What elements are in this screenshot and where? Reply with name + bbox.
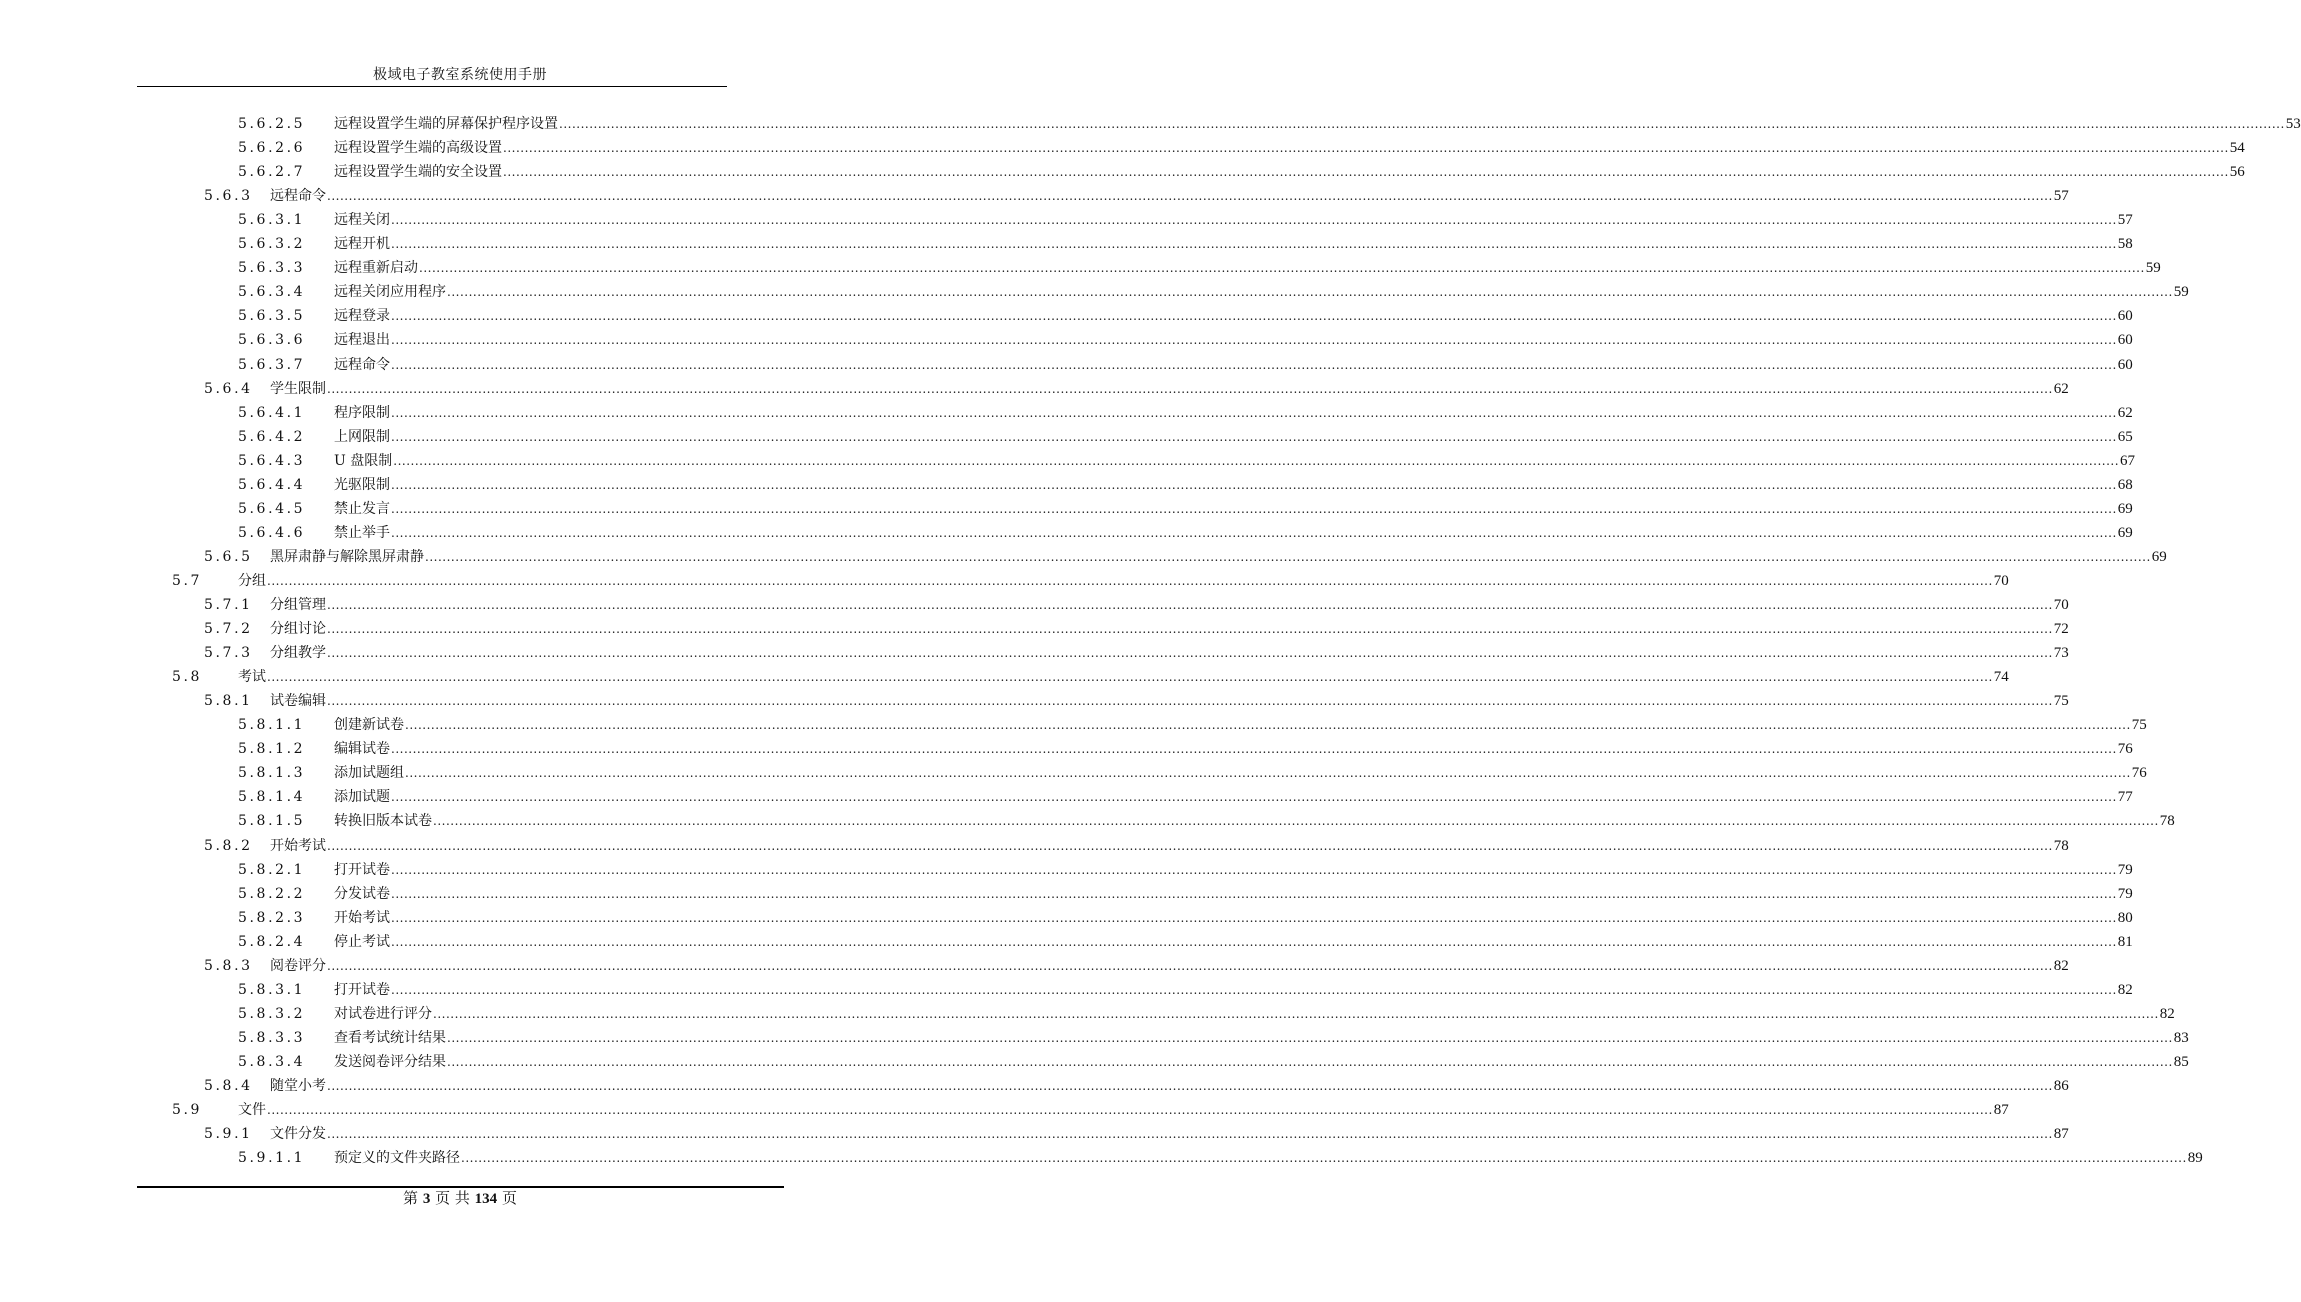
toc-entry-page: 69 bbox=[2117, 500, 2133, 517]
toc-entry-number: 5.8.2 bbox=[204, 837, 253, 854]
toc-entry[interactable] bbox=[0, 1050, 2189, 1074]
toc-entry-number: 5.8.1.2 bbox=[238, 741, 306, 758]
toc-entry-page: 62 bbox=[2053, 380, 2069, 397]
toc-entry[interactable] bbox=[0, 593, 2069, 617]
toc-entry-number: 5.6.4.4 bbox=[238, 476, 306, 493]
toc-entry-number: 5.6.3.1 bbox=[238, 212, 306, 229]
toc-dot-leader: ................................................................................................................................................................................................................................................................................................................................................................................................................ bbox=[433, 1006, 2159, 1021]
toc-entry-page: 73 bbox=[2053, 645, 2069, 662]
toc-entry[interactable] bbox=[0, 521, 2133, 545]
toc-dot-leader: ................................................................................................................................................................................................................................................................................................................................................................................................................ bbox=[327, 958, 2053, 973]
toc-entry-page: 70 bbox=[2053, 597, 2069, 613]
toc-entry-number: 5.6.3.6 bbox=[238, 332, 306, 349]
toc-entry-number: 5.8.2.2 bbox=[238, 885, 306, 902]
toc-entry-page: 60 bbox=[2117, 332, 2133, 349]
toc-dot-leader: ................................................................................................................................................................................................................................................................................................................................................................................................................ bbox=[391, 405, 2117, 420]
toc-entry-page: 72 bbox=[2053, 621, 2069, 638]
toc-dot-leader: ................................................................................................................................................................................................................................................................................................................................................................................................................ bbox=[327, 646, 2053, 661]
toc-dot-leader: ................................................................................................................................................................................................................................................................................................................................................................................................................ bbox=[391, 934, 2117, 949]
toc-entry-title: 分组讨论 bbox=[270, 621, 326, 638]
toc-dot-leader: ................................................................................................................................................................................................................................................................................................................................................................................................................ bbox=[391, 862, 2117, 877]
toc-entry-number: 5.6.2.7 bbox=[238, 164, 306, 181]
toc-entry[interactable] bbox=[0, 1026, 2189, 1050]
toc-entry-page: 58 bbox=[2117, 236, 2133, 253]
toc-entry-title: U 盘限制 bbox=[334, 452, 393, 469]
toc-entry-page: 59 bbox=[2173, 284, 2189, 301]
toc-dot-leader: ................................................................................................................................................................................................................................................................................................................................................................................................................ bbox=[327, 1079, 2053, 1093]
toc-entry[interactable] bbox=[0, 858, 2133, 882]
toc-entry[interactable] bbox=[0, 689, 2069, 713]
toc-entry[interactable] bbox=[0, 1122, 2069, 1146]
toc-entry-title: 试卷编辑 bbox=[270, 693, 326, 710]
toc-entry-page: 70 bbox=[1993, 572, 2009, 589]
toc-entry-title: 添加试题 bbox=[334, 789, 390, 806]
toc-entry[interactable] bbox=[0, 834, 2069, 858]
header-divider bbox=[137, 86, 727, 87]
toc-dot-leader: ................................................................................................................................................................................................................................................................................................................................................................................................................ bbox=[393, 453, 2120, 468]
toc-entry-page: 69 bbox=[2151, 548, 2167, 565]
toc-entry-number: 5.8.2.3 bbox=[238, 909, 306, 926]
toc-entry[interactable] bbox=[0, 930, 2133, 954]
toc-entry-page: 82 bbox=[2053, 957, 2069, 974]
toc-entry-title: 远程登录 bbox=[334, 308, 390, 325]
toc-dot-leader: ................................................................................................................................................................................................................................................................................................................................................................................................................ bbox=[267, 1103, 1993, 1118]
toc-entry[interactable] bbox=[0, 304, 2133, 328]
toc-entry[interactable] bbox=[0, 184, 2069, 208]
toc-entry[interactable] bbox=[0, 377, 2069, 401]
toc-entry[interactable] bbox=[0, 1074, 2069, 1098]
toc-entry-title: 编辑试卷 bbox=[334, 741, 390, 758]
toc-dot-leader: ................................................................................................................................................................................................................................................................................................................................................................................................................ bbox=[391, 886, 2117, 901]
toc-dot-leader: ................................................................................................................................................................................................................................................................................................................................................................................................................ bbox=[267, 670, 1993, 685]
toc-entry-number: 5.7 bbox=[172, 572, 203, 589]
toc-entry-number: 5.6.4.2 bbox=[238, 428, 306, 445]
toc-entry-page: 78 bbox=[2053, 837, 2069, 854]
toc-entry-page: 60 bbox=[2117, 356, 2133, 373]
toc-dot-leader: ................................................................................................................................................................................................................................................................................................................................................................................................................ bbox=[391, 501, 2117, 516]
toc-entry-number: 5.8.1 bbox=[204, 693, 253, 710]
toc-entry-page: 83 bbox=[2173, 1029, 2189, 1046]
toc-entry-number: 5.8.1.3 bbox=[238, 765, 306, 782]
footer-suffix: 页 bbox=[501, 1189, 517, 1207]
toc-entry[interactable] bbox=[0, 665, 2009, 689]
toc-entry-title: 远程关闭 bbox=[334, 212, 390, 229]
toc-entry-number: 5.6.4.5 bbox=[238, 500, 306, 517]
toc-entry-number: 5.6.3 bbox=[204, 188, 253, 205]
footer-total-pages: 134 bbox=[474, 1191, 498, 1207]
toc-entry-title: 远程设置学生端的高级设置 bbox=[334, 140, 502, 157]
toc-entry-title: 打开试卷 bbox=[334, 861, 390, 878]
toc-entry-page: 79 bbox=[2117, 885, 2133, 902]
toc-entry[interactable] bbox=[0, 809, 2175, 833]
toc-dot-leader: ................................................................................................................................................................................................................................................................................................................................................................................................................ bbox=[391, 213, 2117, 228]
toc-dot-leader: ................................................................................................................................................................................................................................................................................................................................................................................................................ bbox=[327, 838, 2053, 853]
toc-entry[interactable] bbox=[0, 353, 2133, 377]
toc-entry-number: 5.8.2.4 bbox=[238, 933, 306, 950]
toc-entry-page: 86 bbox=[2053, 1078, 2069, 1094]
toc-entry[interactable] bbox=[0, 160, 2245, 184]
toc-dot-leader: ................................................................................................................................................................................................................................................................................................................................................................................................................ bbox=[391, 357, 2117, 372]
toc-entry[interactable] bbox=[0, 545, 2167, 569]
toc-entry[interactable] bbox=[0, 280, 2189, 304]
toc-entry-page: 74 bbox=[1993, 669, 2009, 686]
toc-dot-leader: ................................................................................................................................................................................................................................................................................................................................................................................................................ bbox=[391, 309, 2117, 324]
toc-entry-number: 5.8.3.4 bbox=[238, 1053, 306, 1070]
toc-entry-page: 57 bbox=[2117, 212, 2133, 229]
toc-entry-number: 5.9.1.1 bbox=[238, 1150, 306, 1167]
toc-entry-page: 78 bbox=[2159, 813, 2175, 830]
toc-entry[interactable] bbox=[0, 449, 2136, 473]
toc-dot-leader: ................................................................................................................................................................................................................................................................................................................................................................................................................ bbox=[327, 694, 2053, 709]
toc-entry-title: 分组教学 bbox=[270, 645, 326, 662]
toc-entry-title: 黑屏肃静与解除黑屏肃静 bbox=[270, 548, 424, 565]
toc-entry[interactable] bbox=[0, 978, 2133, 1002]
toc-entry-title: 随堂小考 bbox=[270, 1078, 326, 1094]
toc-dot-leader: ................................................................................................................................................................................................................................................................................................................................................................................................................ bbox=[391, 333, 2117, 348]
toc-entry-page: 62 bbox=[2117, 404, 2133, 421]
toc-entry-title: 开始考试 bbox=[334, 909, 390, 926]
toc-entry-number: 5.8.1.1 bbox=[238, 717, 306, 734]
toc-entry-title: 转换旧版本试卷 bbox=[334, 813, 432, 830]
toc-dot-leader: ................................................................................................................................................................................................................................................................................................................................................................................................................ bbox=[391, 790, 2117, 805]
toc-entry-title: 开始考试 bbox=[270, 837, 326, 854]
toc-entry-title: 预定义的文件夹路径 bbox=[334, 1150, 460, 1167]
toc-dot-leader: ................................................................................................................................................................................................................................................................................................................................................................................................................ bbox=[419, 261, 2145, 276]
toc-dot-leader: ................................................................................................................................................................................................................................................................................................................................................................................................................ bbox=[391, 910, 2117, 925]
toc-entry-title: 远程退出 bbox=[334, 332, 390, 349]
toc-entry[interactable] bbox=[0, 737, 2133, 761]
toc-entry[interactable] bbox=[0, 954, 2069, 978]
toc-entry-number: 5.8.1.5 bbox=[238, 813, 306, 830]
toc-entry-title: 发送阅卷评分结果 bbox=[334, 1053, 446, 1070]
toc-entry-number: 5.6.3.3 bbox=[238, 260, 306, 277]
toc-entry-number: 5.8.3 bbox=[204, 957, 253, 974]
toc-entry-title: 打开试卷 bbox=[334, 981, 390, 998]
toc-entry-title: 禁止发言 bbox=[334, 500, 390, 517]
toc-entry-number: 5.6.3.2 bbox=[238, 236, 306, 253]
toc-dot-leader: ................................................................................................................................................................................................................................................................................................................................................................................................................ bbox=[327, 622, 2053, 637]
toc-entry-number: 5.6.3.5 bbox=[238, 308, 306, 325]
toc-entry-number: 5.8.4 bbox=[204, 1078, 253, 1094]
footer-prefix: 第 bbox=[403, 1189, 419, 1207]
toc-entry-page: 79 bbox=[2117, 861, 2133, 878]
toc-entry-page: 69 bbox=[2117, 524, 2133, 541]
toc-entry[interactable] bbox=[0, 569, 2009, 593]
toc-entry-title: 远程命令 bbox=[270, 188, 326, 205]
toc-entry-title: 上网限制 bbox=[334, 428, 390, 445]
toc-entry-number: 5.9.1 bbox=[204, 1126, 253, 1143]
toc-entry-title: 禁止举手 bbox=[334, 524, 390, 541]
toc-entry-number: 5.8.3.1 bbox=[238, 981, 306, 998]
toc-entry-page: 87 bbox=[2053, 1126, 2069, 1143]
toc-entry-number: 5.7.2 bbox=[204, 621, 253, 638]
toc-entry-page: 68 bbox=[2117, 476, 2133, 493]
toc-dot-leader: ................................................................................................................................................................................................................................................................................................................................................................................................................ bbox=[391, 982, 2117, 997]
toc-entry-title: 查看考试统计结果 bbox=[334, 1029, 446, 1046]
toc-entry-number: 5.6.3.7 bbox=[238, 356, 306, 373]
toc-entry-page: 53 bbox=[2285, 116, 2301, 132]
toc-entry[interactable] bbox=[0, 761, 2147, 785]
toc-dot-leader: ................................................................................................................................................................................................................................................................................................................................................................................................................ bbox=[503, 165, 2229, 180]
toc-entry-title: 光驱限制 bbox=[334, 476, 390, 493]
toc-dot-leader: ................................................................................................................................................................................................................................................................................................................................................................................................................ bbox=[327, 598, 2053, 612]
toc-dot-leader: ................................................................................................................................................................................................................................................................................................................................................................................................................ bbox=[559, 117, 2285, 131]
toc-entry[interactable] bbox=[0, 328, 2133, 352]
toc-dot-leader: ................................................................................................................................................................................................................................................................................................................................................................................................................ bbox=[503, 141, 2229, 156]
toc-entry[interactable] bbox=[0, 497, 2133, 521]
toc-entry[interactable] bbox=[0, 425, 2133, 449]
toc-entry-page: 54 bbox=[2229, 140, 2245, 157]
toc-entry-title: 阅卷评分 bbox=[270, 957, 326, 974]
toc-entry-page: 67 bbox=[2120, 452, 2136, 469]
toc-entry-title: 程序限制 bbox=[334, 404, 390, 421]
footer-middle: 页 共 bbox=[435, 1189, 470, 1207]
toc-entry-title: 学生限制 bbox=[270, 380, 326, 397]
toc-entry-number: 5.8 bbox=[172, 669, 203, 686]
toc-entry-title: 远程设置学生端的安全设置 bbox=[334, 164, 502, 181]
toc-dot-leader: ................................................................................................................................................................................................................................................................................................................................................................................................................ bbox=[391, 477, 2117, 492]
toc-entry-title: 考试 bbox=[238, 669, 266, 686]
toc-entry[interactable] bbox=[0, 401, 2133, 425]
page-footer bbox=[0, 1186, 920, 1211]
toc-entry[interactable] bbox=[0, 473, 2133, 497]
toc-entry-number: 5.6.4.1 bbox=[238, 404, 306, 421]
toc-entry-page: 56 bbox=[2229, 164, 2245, 181]
page-header-title: 极域电子教室系统使用手册 bbox=[373, 67, 547, 83]
toc-entry-title: 远程开机 bbox=[334, 236, 390, 253]
toc-entry-page: 81 bbox=[2117, 933, 2133, 950]
toc-entry[interactable] bbox=[0, 906, 2133, 930]
toc-entry-page: 89 bbox=[2187, 1150, 2203, 1167]
toc-entry-number: 5.8.3.3 bbox=[238, 1029, 306, 1046]
toc-entry-number: 5.8.1.4 bbox=[238, 789, 306, 806]
toc-entry-title: 远程关闭应用程序 bbox=[334, 284, 446, 301]
toc-dot-leader: ................................................................................................................................................................................................................................................................................................................................................................................................................ bbox=[461, 1151, 2187, 1166]
toc-entry-title: 远程命令 bbox=[334, 356, 390, 373]
toc-dot-leader: ................................................................................................................................................................................................................................................................................................................................................................................................................ bbox=[447, 285, 2173, 300]
toc-entry-page: 57 bbox=[2053, 188, 2069, 205]
toc-entry-number: 5.6.2.5 bbox=[238, 116, 306, 132]
toc-entry-page: 76 bbox=[2131, 765, 2147, 782]
toc-entry-page: 76 bbox=[2117, 741, 2133, 758]
toc-entry-page: 75 bbox=[2053, 693, 2069, 710]
toc-entry[interactable] bbox=[0, 785, 2133, 809]
toc-entry[interactable] bbox=[0, 112, 2301, 136]
toc-entry-title: 远程设置学生端的屏幕保护程序设置 bbox=[334, 116, 558, 132]
toc-entry[interactable] bbox=[0, 136, 2245, 160]
toc-entry-number: 5.6.4.3 bbox=[238, 452, 306, 469]
toc-entry-title: 分组 bbox=[238, 572, 266, 589]
toc-entry-title: 文件 bbox=[238, 1102, 266, 1119]
toc-dot-leader: ................................................................................................................................................................................................................................................................................................................................................................................................................ bbox=[405, 766, 2131, 781]
toc-dot-leader: ................................................................................................................................................................................................................................................................................................................................................................................................................ bbox=[425, 549, 2151, 564]
toc-entry-number: 5.6.4 bbox=[204, 380, 253, 397]
toc-entry-title: 文件分发 bbox=[270, 1126, 326, 1143]
toc-entry[interactable] bbox=[0, 1002, 2175, 1026]
toc-entry-title: 分组管理 bbox=[270, 597, 326, 613]
toc-dot-leader: ................................................................................................................................................................................................................................................................................................................................................................................................................ bbox=[391, 742, 2117, 757]
toc-entry-page: 85 bbox=[2173, 1053, 2189, 1070]
toc-entry-number: 5.7.1 bbox=[204, 597, 253, 613]
toc-entry-title: 对试卷进行评分 bbox=[334, 1005, 432, 1022]
toc-entry-page: 87 bbox=[1993, 1102, 2009, 1119]
toc-entry[interactable] bbox=[0, 256, 2161, 280]
toc-entry-number: 5.6.5 bbox=[204, 548, 253, 565]
toc-dot-leader: ................................................................................................................................................................................................................................................................................................................................................................................................................ bbox=[391, 429, 2117, 444]
toc-entry-page: 60 bbox=[2117, 308, 2133, 325]
toc-entry-title: 停止考试 bbox=[334, 933, 390, 950]
toc-entry-title: 创建新试卷 bbox=[334, 717, 404, 734]
toc-entry-page: 77 bbox=[2117, 789, 2133, 806]
toc-dot-leader: ................................................................................................................................................................................................................................................................................................................................................................................................................ bbox=[327, 381, 2053, 396]
toc-entry[interactable] bbox=[0, 232, 2133, 256]
toc-entry[interactable] bbox=[0, 208, 2133, 232]
toc-entry[interactable] bbox=[0, 641, 2069, 665]
toc-dot-leader: ................................................................................................................................................................................................................................................................................................................................................................................................................ bbox=[405, 718, 2131, 733]
toc-dot-leader: ................................................................................................................................................................................................................................................................................................................................................................................................................ bbox=[391, 525, 2117, 540]
toc-dot-leader: ................................................................................................................................................................................................................................................................................................................................................................................................................ bbox=[327, 1127, 2053, 1142]
toc-entry[interactable] bbox=[0, 1146, 2203, 1170]
toc-dot-leader: ................................................................................................................................................................................................................................................................................................................................................................................................................ bbox=[327, 189, 2053, 204]
footer-current-page: 3 bbox=[422, 1191, 431, 1207]
toc-dot-leader: ................................................................................................................................................................................................................................................................................................................................................................................................................ bbox=[433, 814, 2159, 829]
toc-entry-title: 远程重新启动 bbox=[334, 260, 418, 277]
toc-entry-number: 5.6.3.4 bbox=[238, 284, 306, 301]
toc-dot-leader: ................................................................................................................................................................................................................................................................................................................................................................................................................ bbox=[447, 1054, 2173, 1069]
toc-entry-title: 分发试卷 bbox=[334, 885, 390, 902]
toc-entry[interactable] bbox=[0, 1098, 2009, 1122]
toc-entry-number: 5.8.2.1 bbox=[238, 861, 306, 878]
toc-dot-leader: ................................................................................................................................................................................................................................................................................................................................................................................................................ bbox=[391, 237, 2117, 252]
toc-entry-number: 5.8.3.2 bbox=[238, 1005, 306, 1022]
toc-entry[interactable] bbox=[0, 882, 2133, 906]
toc-entry-title: 添加试题组 bbox=[334, 765, 404, 782]
toc-entry-page: 75 bbox=[2131, 717, 2147, 734]
toc-entry-page: 82 bbox=[2117, 981, 2133, 998]
toc-entry[interactable] bbox=[0, 617, 2069, 641]
toc-dot-leader: ................................................................................................................................................................................................................................................................................................................................................................................................................ bbox=[447, 1030, 2173, 1045]
toc-entry-page: 80 bbox=[2117, 909, 2133, 926]
toc-entry-number: 5.9 bbox=[172, 1102, 203, 1119]
toc-entry[interactable] bbox=[0, 713, 2147, 737]
toc-entry-number: 5.6.4.6 bbox=[238, 524, 306, 541]
toc-entry-number: 5.6.2.6 bbox=[238, 140, 306, 157]
toc-entry-page: 82 bbox=[2159, 1005, 2175, 1022]
toc-entry-page: 59 bbox=[2145, 260, 2161, 277]
toc-entry-page: 65 bbox=[2117, 428, 2133, 445]
toc-dot-leader: ................................................................................................................................................................................................................................................................................................................................................................................................................ bbox=[267, 573, 1993, 588]
toc-entry-number: 5.7.3 bbox=[204, 645, 253, 662]
